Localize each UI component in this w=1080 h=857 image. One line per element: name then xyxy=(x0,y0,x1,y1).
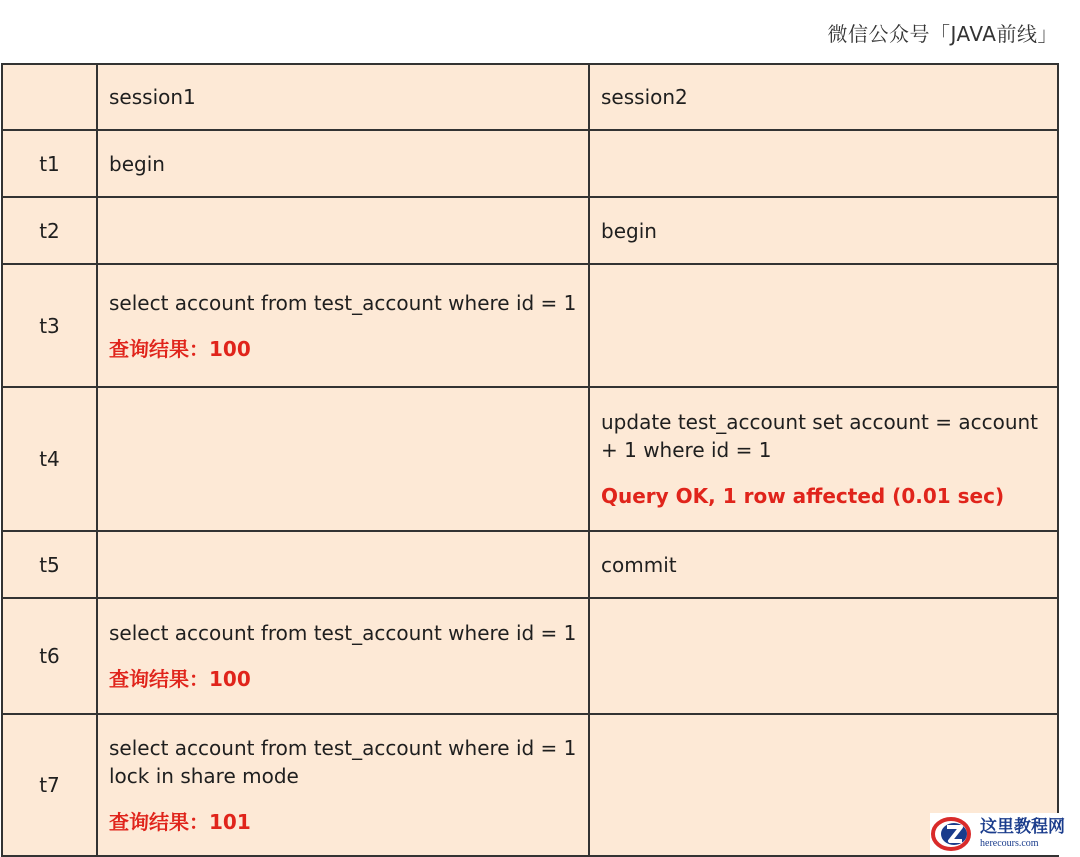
query-result: 查询结果：101 xyxy=(109,810,251,834)
table-row xyxy=(2,598,1058,714)
session1-cell xyxy=(97,130,589,197)
table-row xyxy=(2,130,1058,197)
z-logo-icon xyxy=(930,814,976,854)
session2-cell xyxy=(589,197,1058,264)
session1-cell xyxy=(97,264,589,387)
sql-statement: commit xyxy=(601,552,677,577)
table-row xyxy=(2,531,1058,598)
time-cell: t7 xyxy=(2,714,97,856)
session2-cell xyxy=(589,130,1058,197)
session1-cell xyxy=(97,598,589,714)
time-cell: t4 xyxy=(2,387,97,531)
table-row xyxy=(2,264,1058,387)
table-row xyxy=(2,197,1058,264)
time-cell: t2 xyxy=(2,197,97,264)
session1-cell xyxy=(97,197,589,264)
session1-cell xyxy=(97,387,589,531)
session1-cell xyxy=(97,531,589,598)
sql-statement: select account from test_account where id = 1 lock in share mode xyxy=(109,736,577,788)
query-result: 查询结果：100 xyxy=(109,667,251,691)
logo-name: 这里教程网 xyxy=(980,817,1065,837)
time-cell: t6 xyxy=(2,598,97,714)
sql-statement: select account from test_account where id = 1 xyxy=(109,621,577,645)
table-row xyxy=(2,387,1058,531)
sql-statement: begin xyxy=(109,151,165,176)
watermark-text: 微信公众号「JAVA前线」 xyxy=(827,22,1058,46)
session2-cell xyxy=(589,598,1058,714)
header-cell-session1: session1 xyxy=(97,64,589,130)
session2-cell xyxy=(589,387,1058,531)
session1-cell xyxy=(97,714,589,856)
site-logo xyxy=(930,813,1076,855)
sql-statement: update test_account set account = account + 1 where id = 1 xyxy=(601,410,1039,462)
time-cell: t5 xyxy=(2,531,97,598)
header-cell-session2: session2 xyxy=(589,64,1058,130)
logo-domain: herecours.com xyxy=(980,838,1039,849)
session2-cell xyxy=(589,264,1058,387)
session2-cell xyxy=(589,531,1058,598)
query-result: 查询结果：100 xyxy=(109,336,251,361)
transaction-timeline-table xyxy=(1,63,1059,857)
time-cell: t1 xyxy=(2,130,97,197)
time-cell: t3 xyxy=(2,264,97,387)
header-cell-time xyxy=(2,64,97,130)
query-result: Query OK, 1 row affected (0.01 sec) xyxy=(601,484,1005,508)
sql-statement: select account from test_account where id = 1 xyxy=(109,290,577,315)
header-row xyxy=(2,64,1058,130)
table-row xyxy=(2,714,1058,856)
sql-statement: begin xyxy=(601,218,657,243)
